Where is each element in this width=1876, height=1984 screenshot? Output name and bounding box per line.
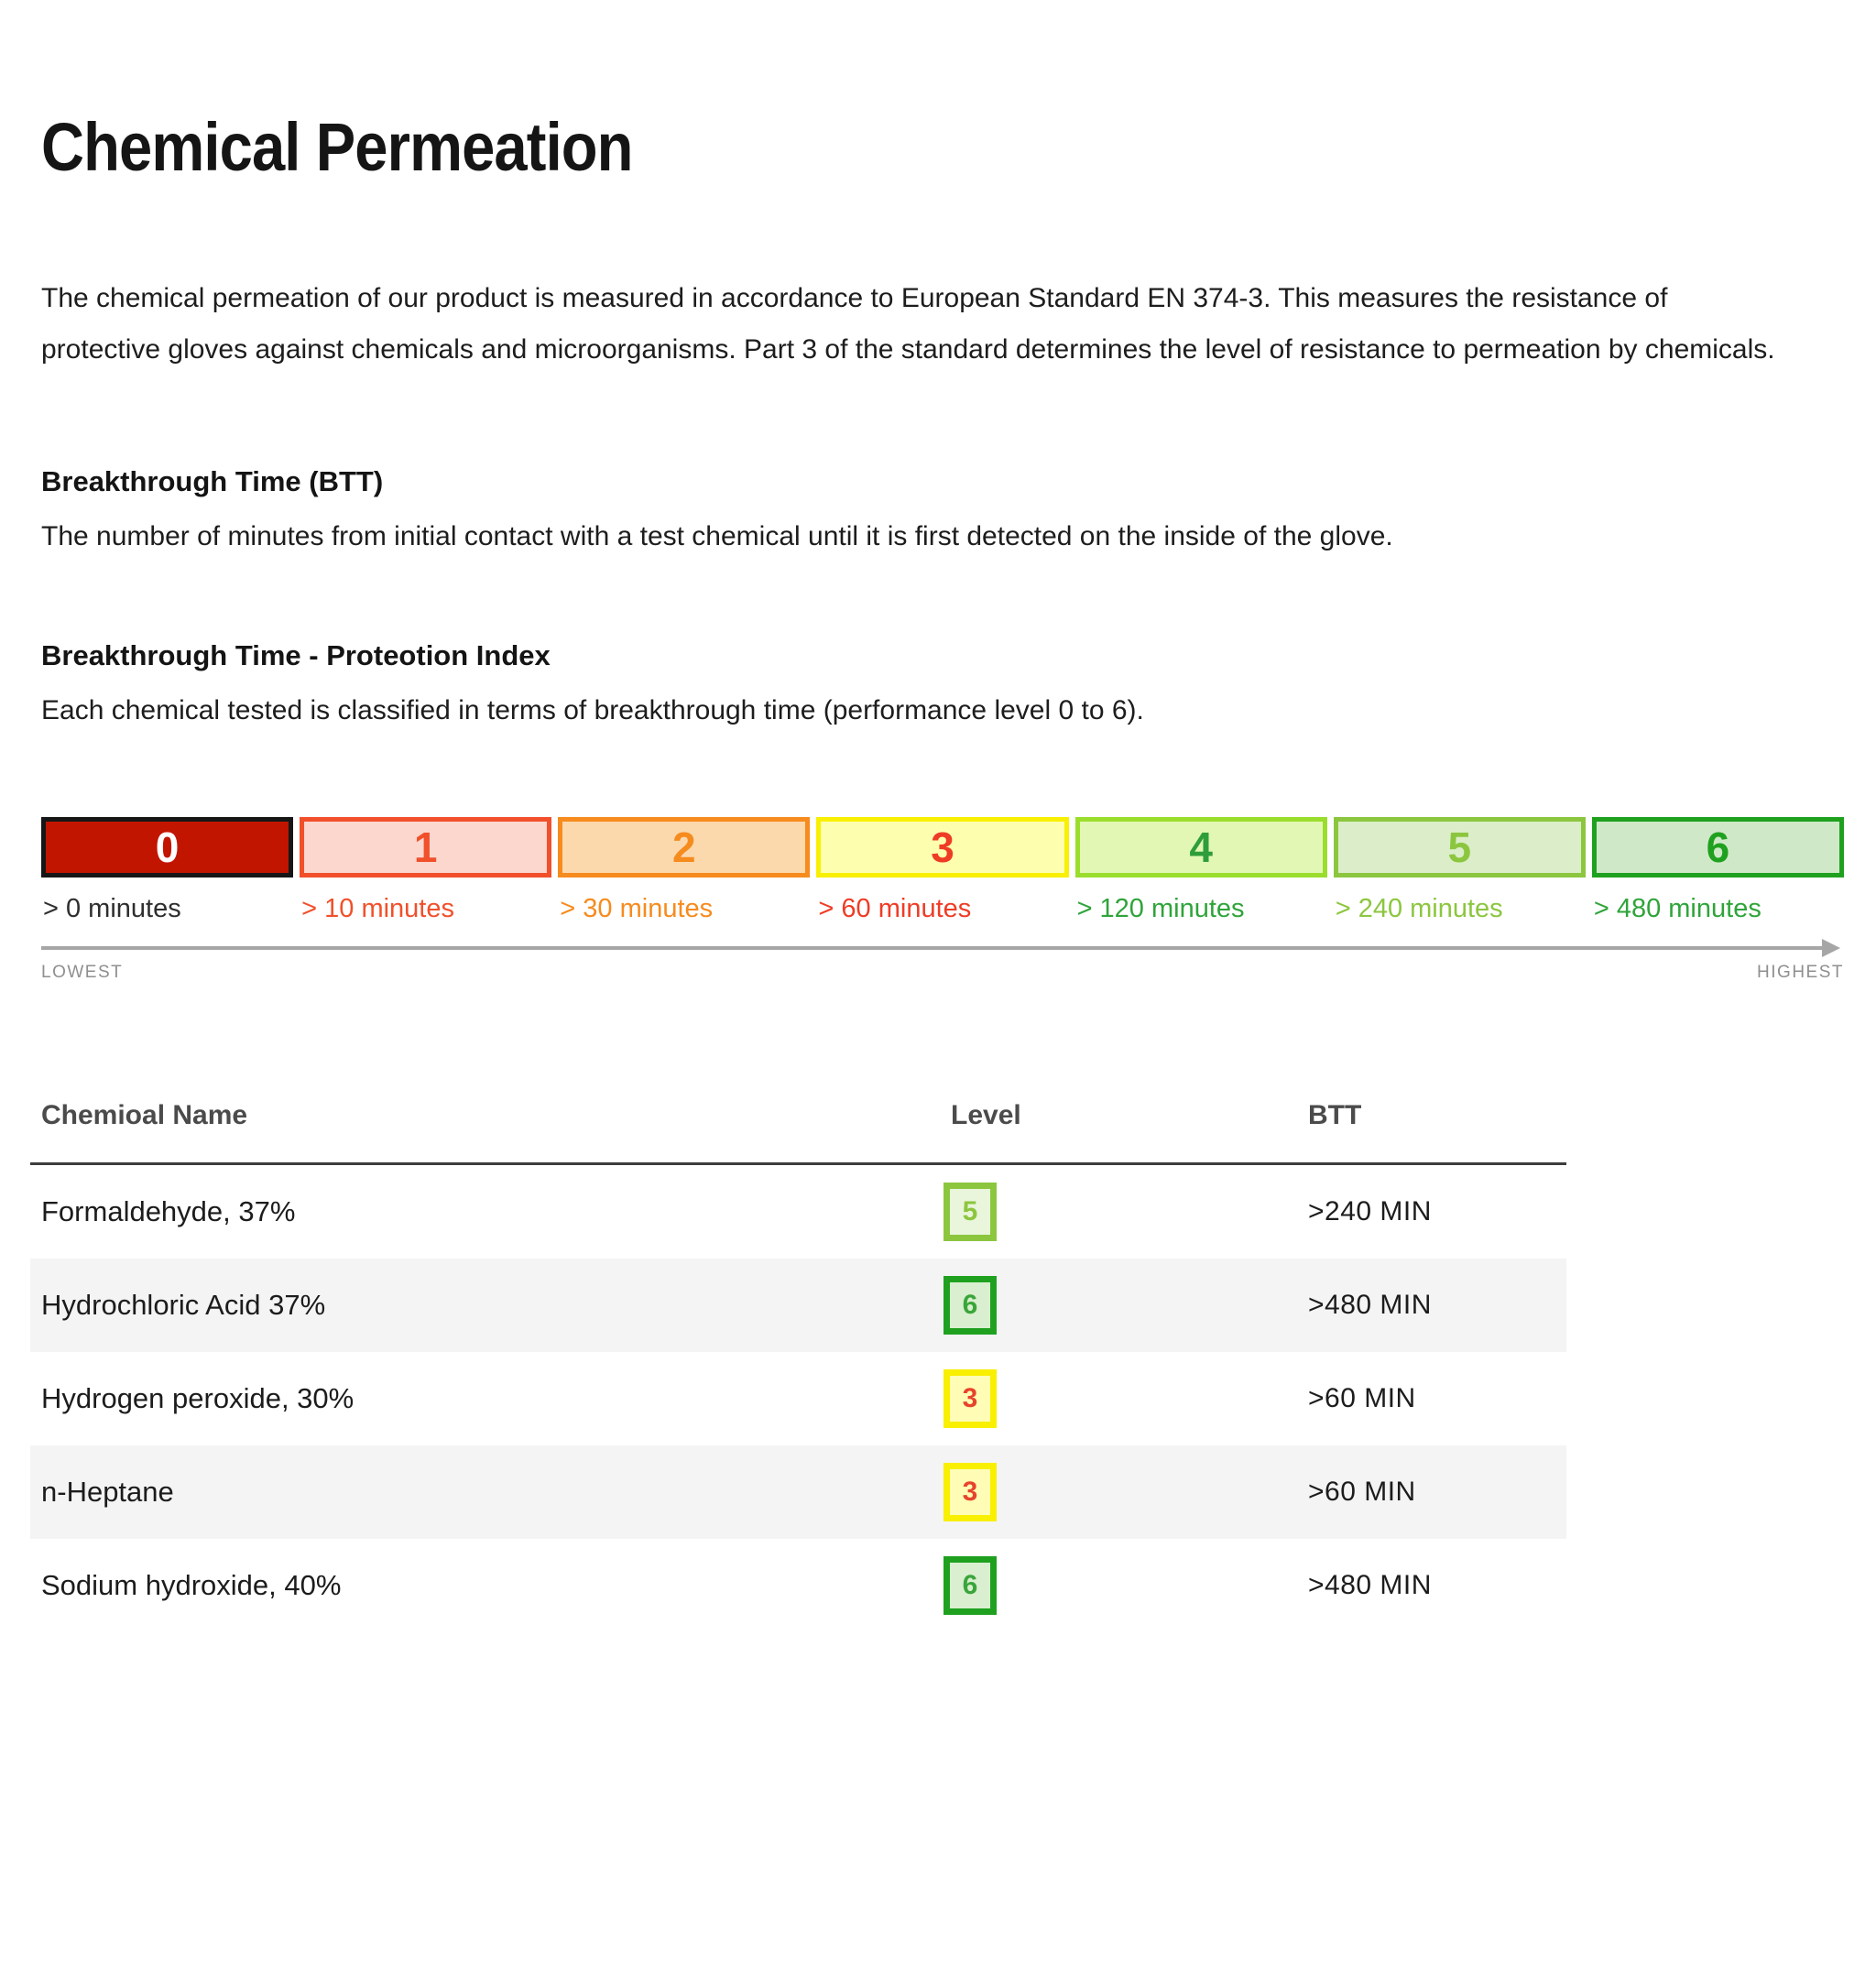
scale-level-1 [300, 817, 551, 878]
scale-level-4-value: 4 [1189, 823, 1213, 872]
protection-index-heading: Breakthrough Time - Proteotion Index [41, 639, 551, 672]
table-row [30, 1539, 1566, 1632]
scale-level-0 [41, 817, 293, 878]
level-badge: 6 [943, 1276, 997, 1335]
table-row [30, 1259, 1566, 1352]
level-badge: 5 [943, 1183, 997, 1241]
scale-level-6-value: 6 [1706, 823, 1730, 872]
scale-level-1-value: 1 [413, 823, 438, 872]
btt-value: >480 MIN [1308, 1570, 1432, 1601]
intro-paragraph: The chemical permeation of our product is measured in accordance to European Standard EN 374-3. This measures the resistance of protective gloves against chemicals and microorganisms. Part 3 of the standard determines the level of resistance to permeation by chemicals. [41, 283, 1775, 365]
chemical-name: Sodium hydroxide, 40% [41, 1569, 342, 1602]
axis-highest-label: HIGHEST [1757, 963, 1844, 983]
chemical-name: Formaldehyde, 37% [41, 1195, 296, 1228]
table-row [30, 1352, 1566, 1445]
btt-value: >60 MIN [1308, 1383, 1416, 1414]
scale-level-2-value: 2 [672, 823, 696, 872]
scale-level-5 [1334, 817, 1586, 878]
page-content [0, 108, 1876, 1632]
level-badge: 6 [943, 1556, 997, 1615]
col-header-btt: BTT [1308, 1100, 1362, 1131]
chemical-name: Hydrogen peroxide, 30% [41, 1382, 354, 1415]
btt-value: >240 MIN [1308, 1196, 1432, 1227]
scale-level-3 [816, 817, 1068, 878]
scale-label-1: > 10 minutes [301, 894, 454, 924]
axis-lowest-label: LOWEST [41, 963, 124, 983]
col-header-chemical-name: Chemioal Name [41, 1100, 248, 1131]
table-row [30, 1445, 1566, 1539]
protection-index-scale [41, 817, 1844, 878]
scale-label-3: > 60 minutes [818, 894, 972, 924]
btt-value: >480 MIN [1308, 1290, 1432, 1321]
scale-axis [41, 946, 1844, 983]
scale-level-4 [1075, 817, 1327, 878]
scale-label-2: > 30 minutes [560, 894, 714, 924]
chemical-table [30, 1100, 1566, 1632]
btt-heading: Breakthrough Time (BTT) [41, 465, 384, 498]
scale-label-6: > 480 minutes [1593, 894, 1761, 924]
scale-level-3-value: 3 [931, 823, 954, 872]
scale-label-5: > 240 minutes [1335, 894, 1503, 924]
scale-level-0-value: 0 [155, 823, 180, 872]
scale-level-2 [558, 817, 810, 878]
axis-arrow-icon [41, 946, 1837, 950]
level-badge: 3 [943, 1369, 997, 1428]
scale-minute-labels [41, 894, 1844, 924]
chemical-name: n-Heptane [41, 1476, 174, 1509]
scale-level-5-value: 5 [1447, 823, 1472, 872]
protection-index-description: Each chemical tested is classified in terms of breakthrough time (performance level 0 to 6). [41, 695, 1144, 726]
level-badge: 3 [943, 1463, 997, 1521]
table-row [30, 1165, 1566, 1259]
scale-label-0: > 0 minutes [43, 894, 181, 924]
chemical-name: Hydrochloric Acid 37% [41, 1289, 326, 1322]
col-header-level: Level [951, 1100, 1021, 1131]
scale-label-4: > 120 minutes [1076, 894, 1245, 924]
btt-description: The number of minutes from initial contact with a test chemical until it is first detected on the inside of the glove. [41, 521, 1393, 552]
table-header-row [30, 1100, 1566, 1165]
page-title: Chemical Permeation [41, 109, 633, 185]
btt-value: >60 MIN [1308, 1477, 1416, 1508]
scale-level-6 [1592, 817, 1844, 878]
